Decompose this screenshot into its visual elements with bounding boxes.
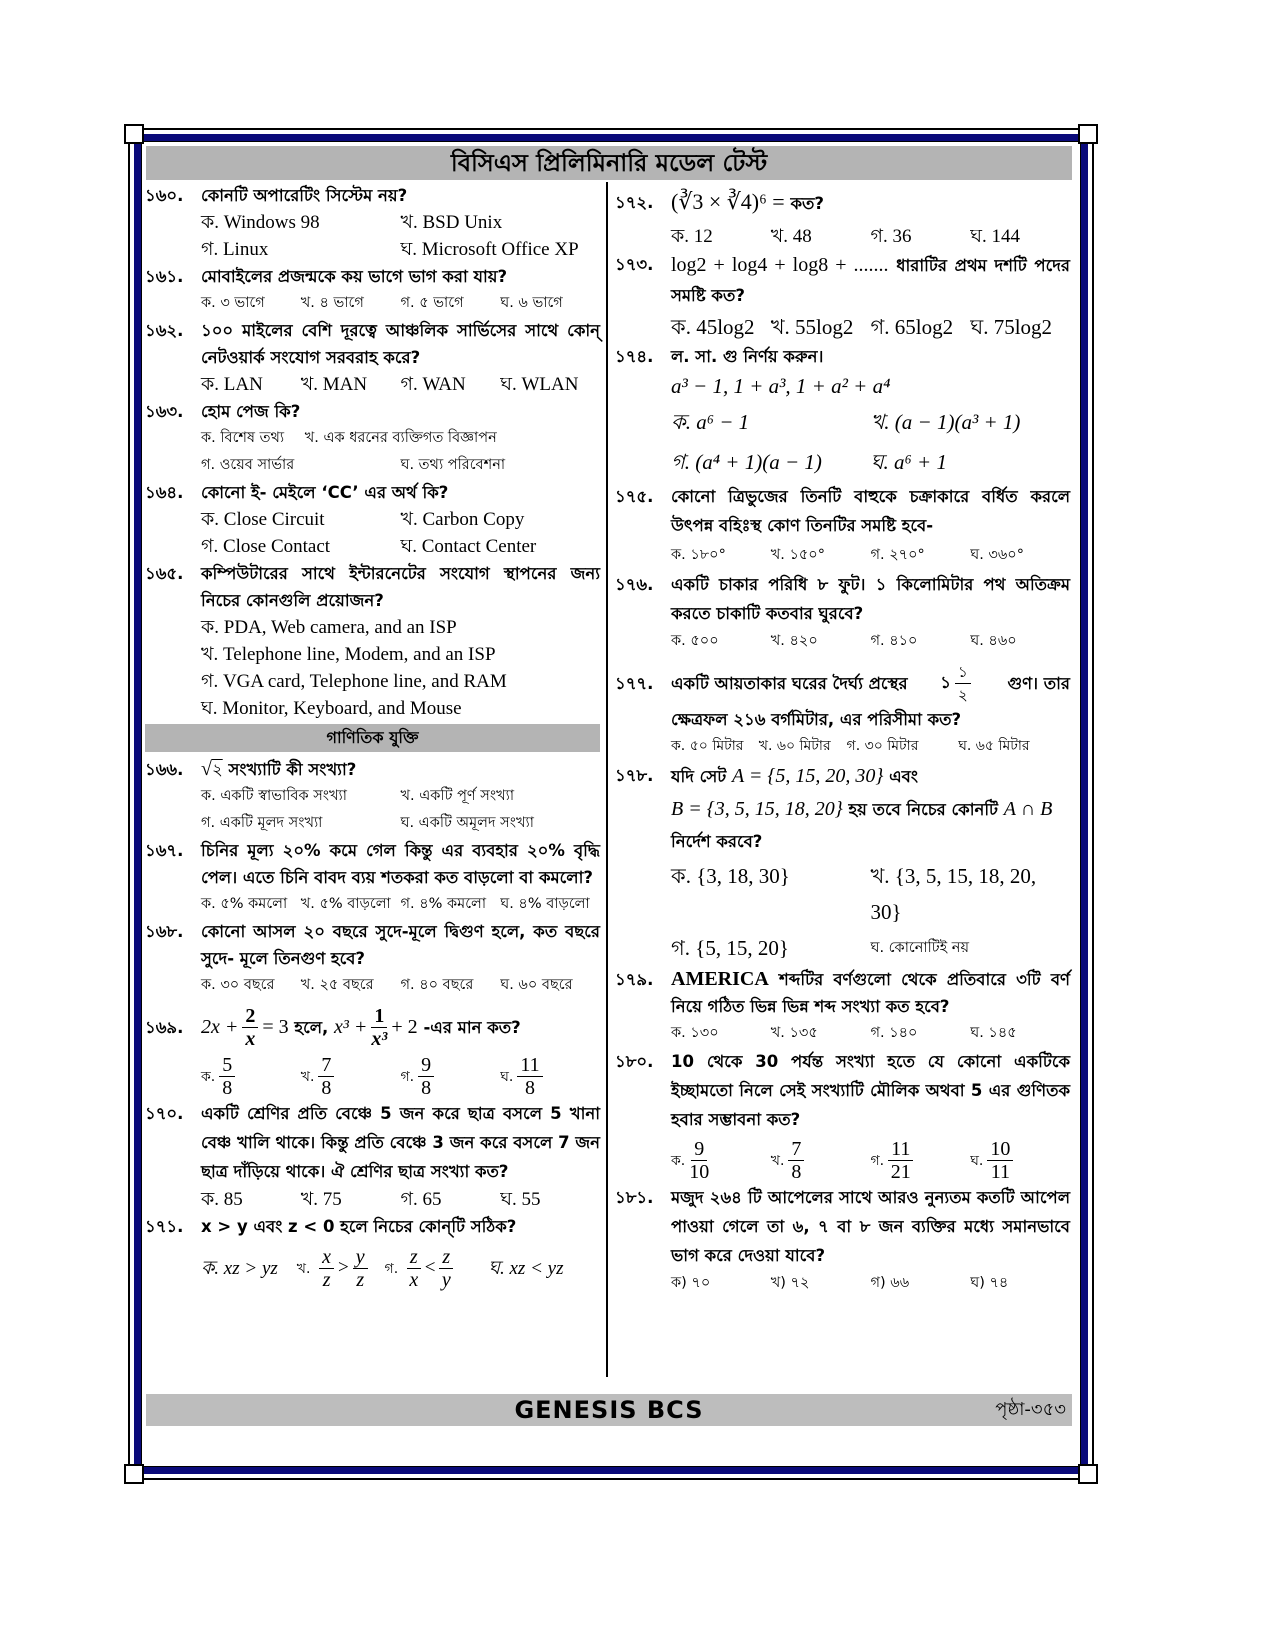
corner-ornament: [124, 1464, 144, 1484]
option-b: খ. (a − 1)(a³ + 1): [870, 410, 1021, 434]
option-b: খ. এক ধরনের ব্যক্তিগত বিজ্ঞাপন: [304, 430, 497, 446]
options-166: [145, 783, 600, 837]
option-c: গ. {5, 15, 20}: [671, 936, 789, 960]
option-d: ঘ. Monitor, Keyboard, and Mouse: [201, 698, 462, 719]
option-a: ক. LAN: [201, 374, 263, 395]
option-a: ক. ৫০০: [671, 633, 719, 649]
question-168: [145, 918, 600, 972]
question-text: x > y এবং z < 0 হলে নিচের কোন্‌টি সঠিক?: [201, 1217, 517, 1236]
option-d: ঘ. ৬৫ মিটার: [958, 738, 1030, 754]
question-177: [615, 661, 1070, 706]
option-c: গ. ওয়েব সার্ভার: [201, 457, 295, 473]
question-text: সংখ্যাটি কী সংখ্যা?: [228, 760, 357, 779]
option-c: গ. ২৭০°: [870, 547, 925, 563]
question-text: একটি শ্রেণির প্রতি বেঞ্চে 5 জন করে ছাত্র বসলে 5 খানা বেঞ্চ খালি থাকে। কিন্তু প্রতি বেঞ্চে 3 জন করে বসলে 7 জন ছাত্র দাঁড়িয়ে থাকে। ঐ শ্রেণির ছাত্র সংখ্যা কত?: [201, 1104, 600, 1181]
question-166: [145, 756, 600, 783]
question-174: [615, 343, 1070, 370]
option-b: খ. Telephone line, Modem, and an ISP: [201, 644, 496, 665]
option-a: ক. a⁶ − 1: [671, 410, 750, 434]
question-number: ১৬৮.: [145, 922, 184, 941]
option-c: গ. 36: [870, 226, 912, 247]
question-number: ১৭৯.: [615, 970, 654, 989]
fraction: $\frac{2}{x}$: [242, 1005, 258, 1050]
option-d: ঘ. WLAN: [500, 374, 579, 395]
option-a: ক. ৫% কমলো: [201, 896, 288, 912]
option-a: ক. 12: [671, 226, 713, 247]
options-170: [145, 1186, 600, 1213]
option-b: খ. {3, 5, 15, 18, 20, 30}: [870, 864, 1037, 924]
question-175: [615, 482, 1070, 540]
question-number: ১৬০.: [145, 186, 184, 205]
option-b: খ. 48: [770, 226, 812, 247]
option-d: ঘ. তথ্য পরিবেশনা: [400, 457, 506, 473]
option-b: খ. ২৫ বছরে: [300, 977, 374, 993]
question-number: ১৬৫.: [145, 564, 184, 583]
option-b: খ. $\frac{7}{8}$: [771, 1138, 871, 1183]
options-175: [615, 540, 1070, 570]
question-number: ১৬৩.: [145, 402, 184, 421]
question-number: ১৭২.: [615, 193, 654, 212]
option-d: ঘ. ৬০ বছরে: [500, 977, 573, 993]
options-176: [615, 628, 1070, 655]
corner-ornament: [1078, 124, 1098, 144]
option-a: ক. $\frac{5}{8}$: [201, 1054, 301, 1099]
left-column: [145, 182, 600, 1291]
question-number: ১৭৫.: [615, 487, 654, 506]
question-number: ১৬৪.: [145, 483, 184, 502]
question-text: কোনো আসল ২০ বছরে সুদে-মূলে দ্বিগুণ হলে, কত বছরে সুদে- মূলে তিনগুণ হবে?: [201, 922, 600, 968]
option-b: খ. ৬০ মিটার: [758, 738, 831, 754]
question-number: ১৬৯.: [145, 1018, 184, 1037]
radical-sign: √: [201, 758, 212, 780]
expression: 2x +: [201, 1016, 239, 1038]
option-c: গ. WAN: [400, 374, 466, 395]
option-d: ঘ. ৪৬০: [970, 633, 1017, 649]
question-text: নির্দেশ করবে?: [671, 832, 763, 851]
options-178: [615, 858, 1070, 966]
option-b: খ. $\frac{7}{8}$: [301, 1054, 401, 1099]
options-165: [145, 614, 600, 722]
page-title: বিসিএস প্রিলিমিনারি মডেল টেস্ট: [146, 146, 1072, 180]
fraction: $\frac{1}{\text{x³}}$: [371, 1005, 388, 1050]
question-number: ১৭৪.: [615, 347, 654, 366]
question-text: ল. সা. গু নির্ণয় করুন।: [671, 347, 824, 366]
set-a: A = {5, 15, 20, 30}: [731, 765, 884, 787]
brand-name: GENESIS BCS: [514, 1396, 704, 1424]
option-b: খ. ৪ ভাগে: [300, 295, 364, 311]
question-word: হলে,: [294, 1018, 329, 1037]
mixed-fraction: ১ $\frac{১}{২}$: [940, 661, 974, 706]
option-b: খ. $\frac{x}{z}$ > $\frac{y}{z}$: [297, 1246, 385, 1291]
question-177-cont: [615, 706, 1070, 733]
option-b: খ. MAN: [300, 374, 368, 395]
option-d: ঘ) ৭৪: [970, 1275, 1009, 1291]
question-number: ১৭৩.: [615, 255, 654, 274]
option-c: গ. ৫ ভাগে: [400, 295, 464, 311]
options-180: [615, 1138, 1070, 1183]
question-162: [145, 317, 600, 371]
expression: + 2: [391, 1016, 418, 1038]
option-d: ঘ. a⁶ + 1: [870, 450, 947, 474]
question-169: [145, 1005, 600, 1050]
option-a: ক. ৩০ বছরে: [201, 977, 275, 993]
question-text: 10 থেকে 30 পর্যন্ত সংখ্যা হতে যে কোনো একটিকে ইচ্ছামতো নিলে সেই সংখ্যাটি মৌলিক অথবা 5 এর গুণিতক হবার সম্ভাবনা কত?: [671, 1052, 1070, 1129]
question-165: [145, 560, 600, 614]
option-c: গ. ৪০ বছরে: [400, 977, 474, 993]
option-d: ঘ. Contact Center: [400, 536, 537, 557]
option-c: গ. একটি মূলদ সংখ্যা: [201, 815, 323, 831]
question-163: [145, 398, 600, 425]
option-d: ঘ. একটি অমূলদ সংখ্যা: [400, 815, 534, 831]
option-d: ঘ. কোনোটিই নয়: [870, 940, 969, 956]
option-d: ঘ. $\frac{10}{11}$: [970, 1138, 1070, 1183]
options-174: [615, 402, 1070, 482]
page-number: পৃষ্ঠা-৩৫৩: [995, 1399, 1066, 1420]
question-number: ১৮০.: [615, 1052, 654, 1071]
question-178: [615, 760, 1070, 858]
expression: (∛3 × ∛4)⁶ =: [671, 189, 785, 214]
expression: log2 + log4 + log8 + .......: [671, 254, 889, 276]
options-164: [145, 506, 600, 560]
question-text: গুণ। তার: [1007, 674, 1070, 693]
option-a: ক. ৩ ভাগে: [201, 295, 265, 311]
option-d: ঘ. ৬ ভাগে: [500, 295, 563, 311]
option-d: ঘ. xz < yz: [488, 1258, 564, 1279]
expression: = 3: [262, 1016, 289, 1038]
option-a: ক. Windows 98: [201, 212, 320, 233]
option-d: ঘ. ৪% বাড়লো: [500, 896, 590, 912]
question-number: ১৮১.: [615, 1188, 654, 1207]
option-b: খ. একটি পূর্ণ সংখ্যা: [400, 788, 515, 804]
option-c: গ. ৪১০: [870, 633, 918, 649]
question-text: কোনো ই- মেইলে ‘CC’ এর অর্থ কি?: [201, 483, 449, 502]
right-column: [615, 182, 1070, 1297]
option-c: গ. Linux: [201, 239, 269, 260]
option-d: ঘ. ৩৬০°: [970, 547, 1024, 563]
options-161: [145, 290, 600, 317]
option-d: ঘ. 144: [970, 226, 1020, 247]
options-171: [145, 1246, 600, 1291]
option-b: খ. ১৫০°: [770, 547, 825, 563]
option-a: ক) ৭০: [671, 1275, 711, 1291]
option-b: খ. ৪২০: [770, 633, 818, 649]
options-177: [615, 733, 1070, 760]
question-text: কম্পিউটারের সাথে ইন্টারনেটের সংযোগ স্থাপনের জন্য নিচের কোনগুলি প্রয়োজন?: [201, 564, 600, 610]
option-c: গ. ১৪০: [870, 1025, 918, 1041]
expression: x³ +: [334, 1016, 368, 1038]
question-number: ১৭১.: [145, 1217, 184, 1236]
radicand: ২: [211, 760, 223, 779]
options-162: [145, 371, 600, 398]
options-173: [615, 311, 1070, 343]
question-text: একটি চাকার পরিধি ৮ ফুট। ১ কিলোমিটার পথ অতিক্রম করতে চাকাটি কতবার ঘুরবে?: [671, 575, 1070, 623]
question-number: ১৬৭.: [145, 841, 184, 860]
options-179: [615, 1020, 1070, 1047]
option-c: গ) ৬৬: [870, 1275, 910, 1291]
options-169: [145, 1054, 600, 1099]
question-text: একটি আয়তাকার ঘরের দৈর্ঘ্য প্রস্থের: [671, 674, 908, 693]
question-number: ১৭৮.: [615, 766, 654, 785]
question-number: ১৬২.: [145, 321, 184, 340]
option-b: খ. BSD Unix: [400, 212, 503, 233]
option-c: গ. $\frac{9}{8}$: [401, 1054, 501, 1099]
question-180: [615, 1047, 1070, 1134]
option-c: গ. 65log2: [870, 315, 954, 339]
option-a: ক. PDA, Web camera, and an ISP: [201, 617, 457, 638]
question-number: ১৭০.: [145, 1104, 184, 1123]
option-c: গ. (a⁴ + 1)(a − 1): [671, 450, 822, 474]
option-a: ক. {3, 18, 30}: [671, 864, 790, 888]
question-number: ১৬১.: [145, 267, 184, 286]
question-text: চিনির মূল্য ২০% কমে গেল কিন্তু এর ব্যবহার ২০% বৃদ্ধি পেল। এতে চিনি বাবদ ব্যয় শতকরা কত বাড়লো বা কমলো?: [201, 841, 600, 887]
question-text: ক্ষেত্রফল ২১৬ বর্গমিটার, এর পরিসীমা কত?: [671, 710, 962, 729]
option-b: খ. 55log2: [770, 315, 854, 339]
option-a: ক. 45log2: [671, 315, 755, 339]
question-text: এবং: [889, 767, 918, 786]
option-b: খ. ১৩৫: [770, 1025, 818, 1041]
expression: a³ − 1, 1 + a³, 1 + a² + a⁴: [671, 374, 891, 398]
question-text: শব্দটির বর্ণগুলো থেকে প্রতিবারে ৩টি বর্ণ নিয়ে গঠিত ভিন্ন ভিন্ন শব্দ সংখ্যা কত হবে?: [671, 970, 1071, 1016]
option-d: ঘ. Microsoft Office XP: [400, 239, 579, 260]
question-172: [615, 188, 1070, 217]
expression-174: [615, 370, 1070, 402]
option-c: গ. ৩০ মিটার: [846, 738, 919, 754]
question-word: AMERICA: [671, 968, 769, 990]
question-text: ১০০ মাইলের বেশি দূরত্বে আঞ্চলিক সার্ভিসের সাথে কোন্ নেটওয়ার্ক সংযোগ সরবরাহ করে?: [201, 321, 600, 367]
question-167: [145, 837, 600, 891]
option-d: ঘ. $\frac{11}{8}$: [500, 1054, 600, 1099]
footer: [146, 1394, 1072, 1426]
question-161: [145, 263, 600, 290]
question-text: কোনো ত্রিভুজের তিনটি বাহুকে চক্রাকারে বর্ধিত করলে উৎপন্ন বহিঃস্থ কোণ তিনটির সমষ্টি হবে-: [671, 487, 1070, 535]
option-a: ক. 85: [201, 1189, 243, 1210]
option-b: খ. 75: [300, 1189, 342, 1210]
option-d: ঘ. ১৪৫: [970, 1025, 1017, 1041]
option-d: ঘ. 55: [500, 1189, 541, 1210]
expression: A ∩ B: [1003, 798, 1053, 820]
question-181: [615, 1183, 1070, 1270]
question-170: [145, 1099, 600, 1186]
option-b: খ. ৫% বাড়লো: [300, 896, 391, 912]
option-a: ক. ১৮০°: [671, 547, 726, 563]
option-a: ক. Close Circuit: [201, 509, 325, 530]
question-text: হয় তবে নিচের কোনটি: [848, 800, 999, 819]
option-c: গ. ৪% কমলো: [400, 896, 487, 912]
option-c: গ. $\frac{z}{x}$ < $\frac{z}{y}$: [385, 1246, 489, 1291]
question-text: ধারাটির প্রথম দশটি পদের সমষ্টি কত?: [671, 256, 1071, 305]
question-160: [145, 182, 600, 209]
options-172: [615, 223, 1070, 250]
options-181: [615, 1270, 1070, 1297]
question-text: মজুদ ২৬৪ টি আপেলের সাথে আরও নুন্যতম কতটি আপেল পাওয়া গেলে তা ৬, ৭ বা ৮ জন ব্যক্তির মধ্যে সমানভাবে ভাগ করে দেওয়া যাবে?: [671, 1188, 1070, 1265]
question-number: ১৭৬.: [615, 575, 654, 594]
column-divider: [606, 182, 608, 1377]
question-number: ১৬৬.: [145, 760, 184, 779]
option-a: ক. $\frac{9}{10}$: [671, 1138, 710, 1183]
options-168: [145, 972, 600, 999]
option-a: ক. ৫০ মিটার: [671, 738, 744, 754]
question-text: কোনটি অপারেটিং সিস্টেম নয়?: [201, 186, 408, 205]
option-c: গ. $\frac{11}{21}$: [871, 1138, 971, 1183]
question-173: [615, 250, 1070, 311]
option-a: ক. একটি স্বাভাবিক সংখ্যা: [201, 788, 347, 804]
options-160: [145, 209, 600, 263]
option-c: গ. Close Contact: [201, 536, 331, 557]
question-171: [145, 1213, 600, 1240]
question-176: [615, 570, 1070, 628]
option-a: ক. xz > yz: [201, 1258, 278, 1279]
question-164: [145, 479, 600, 506]
corner-ornament: [1078, 1464, 1098, 1484]
option-a: ক. বিশেষ তথ্য: [201, 430, 285, 446]
set-b: B = {3, 5, 15, 18, 20}: [671, 798, 843, 820]
option-c: গ. VGA card, Telephone line, and RAM: [201, 671, 507, 692]
question-text: কত?: [790, 194, 824, 213]
options-163: [145, 425, 600, 479]
question-text: যদি সেট: [671, 767, 727, 786]
options-167: [145, 891, 600, 918]
option-c: গ. 65: [400, 1189, 442, 1210]
section-title: গাণিতিক যুক্তি: [145, 724, 600, 752]
option-b: খ. Carbon Copy: [400, 509, 525, 530]
question-179: [615, 966, 1070, 1020]
corner-ornament: [124, 124, 144, 144]
question-text: মোবাইলের প্রজন্মকে কয় ভাগে ভাগ করা যায়?: [201, 267, 508, 286]
option-d: ঘ. 75log2: [970, 315, 1053, 339]
option-b: খ) ৭২: [770, 1275, 810, 1291]
option-a: ক. ১৩০: [671, 1025, 719, 1041]
question-text: হোম পেজ কি?: [201, 402, 301, 421]
question-text: -এর মান কত?: [423, 1018, 521, 1037]
question-number: ১৭৭.: [615, 674, 654, 693]
